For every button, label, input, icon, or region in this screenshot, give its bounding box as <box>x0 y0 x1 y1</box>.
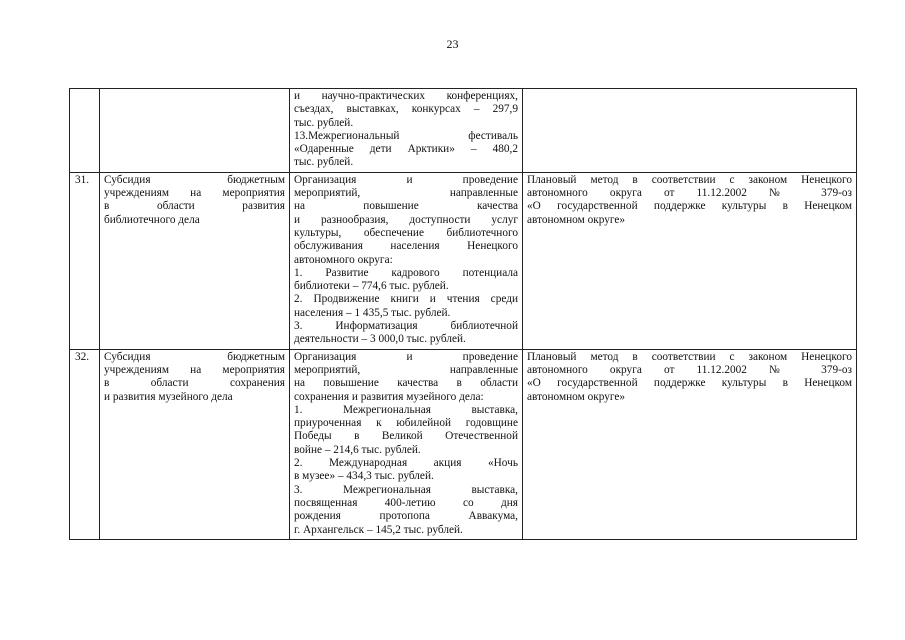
activity-line: приуроченная к юбилейной годовщине <box>294 417 518 430</box>
name-cell <box>100 89 290 173</box>
activity-cell <box>290 172 523 349</box>
row-number-cell: 32. <box>70 349 100 539</box>
activity-line: мероприятий, направленные <box>294 187 518 200</box>
method-line: автономном округе» <box>527 213 626 226</box>
activity-line: 3. Межрегиональная выставка, <box>294 483 518 496</box>
activity-line: библиотеки – 774,6 тыс. рублей. <box>294 280 449 293</box>
method-line: «О государственной поддержке культуры в Ненецком <box>527 200 852 213</box>
activity-line: в музее» – 434,3 тыс. рублей. <box>294 470 434 483</box>
name-line: учреждениям на мероприятия <box>104 363 285 376</box>
activity-line: автономного округа: <box>294 253 393 266</box>
activity-line: мероприятий, направленные <box>294 363 518 376</box>
name-line: библиотечного дела <box>104 213 200 226</box>
name-line: Субсидия бюджетным <box>104 173 285 186</box>
activity-line: Организация и проведение <box>294 350 518 363</box>
method-line: Плановый метод в соответствии с законом Ненецкого <box>527 350 852 363</box>
name-line: учреждениям на мероприятия <box>104 187 285 200</box>
activity-line: 13.Межрегиональный фестиваль <box>294 129 518 142</box>
activity-line: «Одаренные дети Арктики» – 480,2 <box>294 143 518 156</box>
method-line: автономного округа от 11.12.2002 № 379-оз <box>527 363 852 376</box>
activity-line: Победы в Великой Отечественной <box>294 430 518 443</box>
activity-line: обслуживания населения Ненецкого <box>294 240 518 253</box>
activity-line: на повышение качества в области <box>294 377 518 390</box>
method-cell <box>523 349 857 539</box>
activity-line: и научно-практических конференциях, <box>294 90 518 102</box>
activity-line: посвященная 400-летию со дня <box>294 496 518 509</box>
activity-line: 1. Межрегиональная выставка, <box>294 403 518 416</box>
name-line: и развития музейного дела <box>104 390 233 403</box>
name-line: Субсидия бюджетным <box>104 350 285 363</box>
activity-line: 2. Международная акция «Ночь <box>294 457 518 470</box>
table-row <box>70 89 857 173</box>
activity-line: тыс. рублей. <box>294 116 354 129</box>
table-row <box>70 172 857 349</box>
activity-line: 1. Развитие кадрового потенциала <box>294 266 518 279</box>
name-line: в области сохранения <box>104 377 285 390</box>
subsidies-table <box>69 88 857 540</box>
method-line: «О государственной поддержке культуры в Ненецком <box>527 377 852 390</box>
activity-line: Организация и проведение <box>294 173 518 186</box>
activity-line: культуры, обеспечение библиотечного <box>294 226 518 239</box>
activity-line: 3. Информатизация библиотечной <box>294 320 518 333</box>
method-cell <box>523 89 857 173</box>
row-number-cell <box>70 89 100 173</box>
name-cell <box>100 349 290 539</box>
activity-line: 2. Продвижение книги и чтения среди <box>294 293 518 306</box>
activity-line: населения – 1 435,5 тыс. рублей. <box>294 306 451 319</box>
activity-line: г. Архангельск – 145,2 тыс. рублей. <box>294 523 463 536</box>
method-line: Плановый метод в соответствии с законом Ненецкого <box>527 173 852 186</box>
activity-line: деятельности – 3 000,0 тыс. рублей. <box>294 333 466 346</box>
activity-line: съездах, выставках, конкурсах – 297,9 <box>294 103 518 116</box>
method-line: автономном округе» <box>527 390 626 403</box>
method-cell <box>523 172 857 349</box>
name-line: в области развития <box>104 200 285 213</box>
activity-line: рождения протопопа Аввакума, <box>294 510 518 523</box>
method-line: автономного округа от 11.12.2002 № 379-оз <box>527 187 852 200</box>
row-number-cell: 31. <box>70 172 100 349</box>
activity-cell <box>290 89 523 173</box>
page-number: 23 <box>446 37 459 51</box>
activity-line: на повышение качества <box>294 200 518 213</box>
activity-line: сохранения и развития музейного дела: <box>294 390 484 403</box>
table-row <box>70 349 857 539</box>
name-cell <box>100 172 290 349</box>
activity-line: тыс. рублей. <box>294 156 354 169</box>
activity-cell <box>290 349 523 539</box>
activity-line: и разнообразия, доступности услуг <box>294 213 518 226</box>
activity-line: войне – 214,6 тыс. рублей. <box>294 443 421 456</box>
